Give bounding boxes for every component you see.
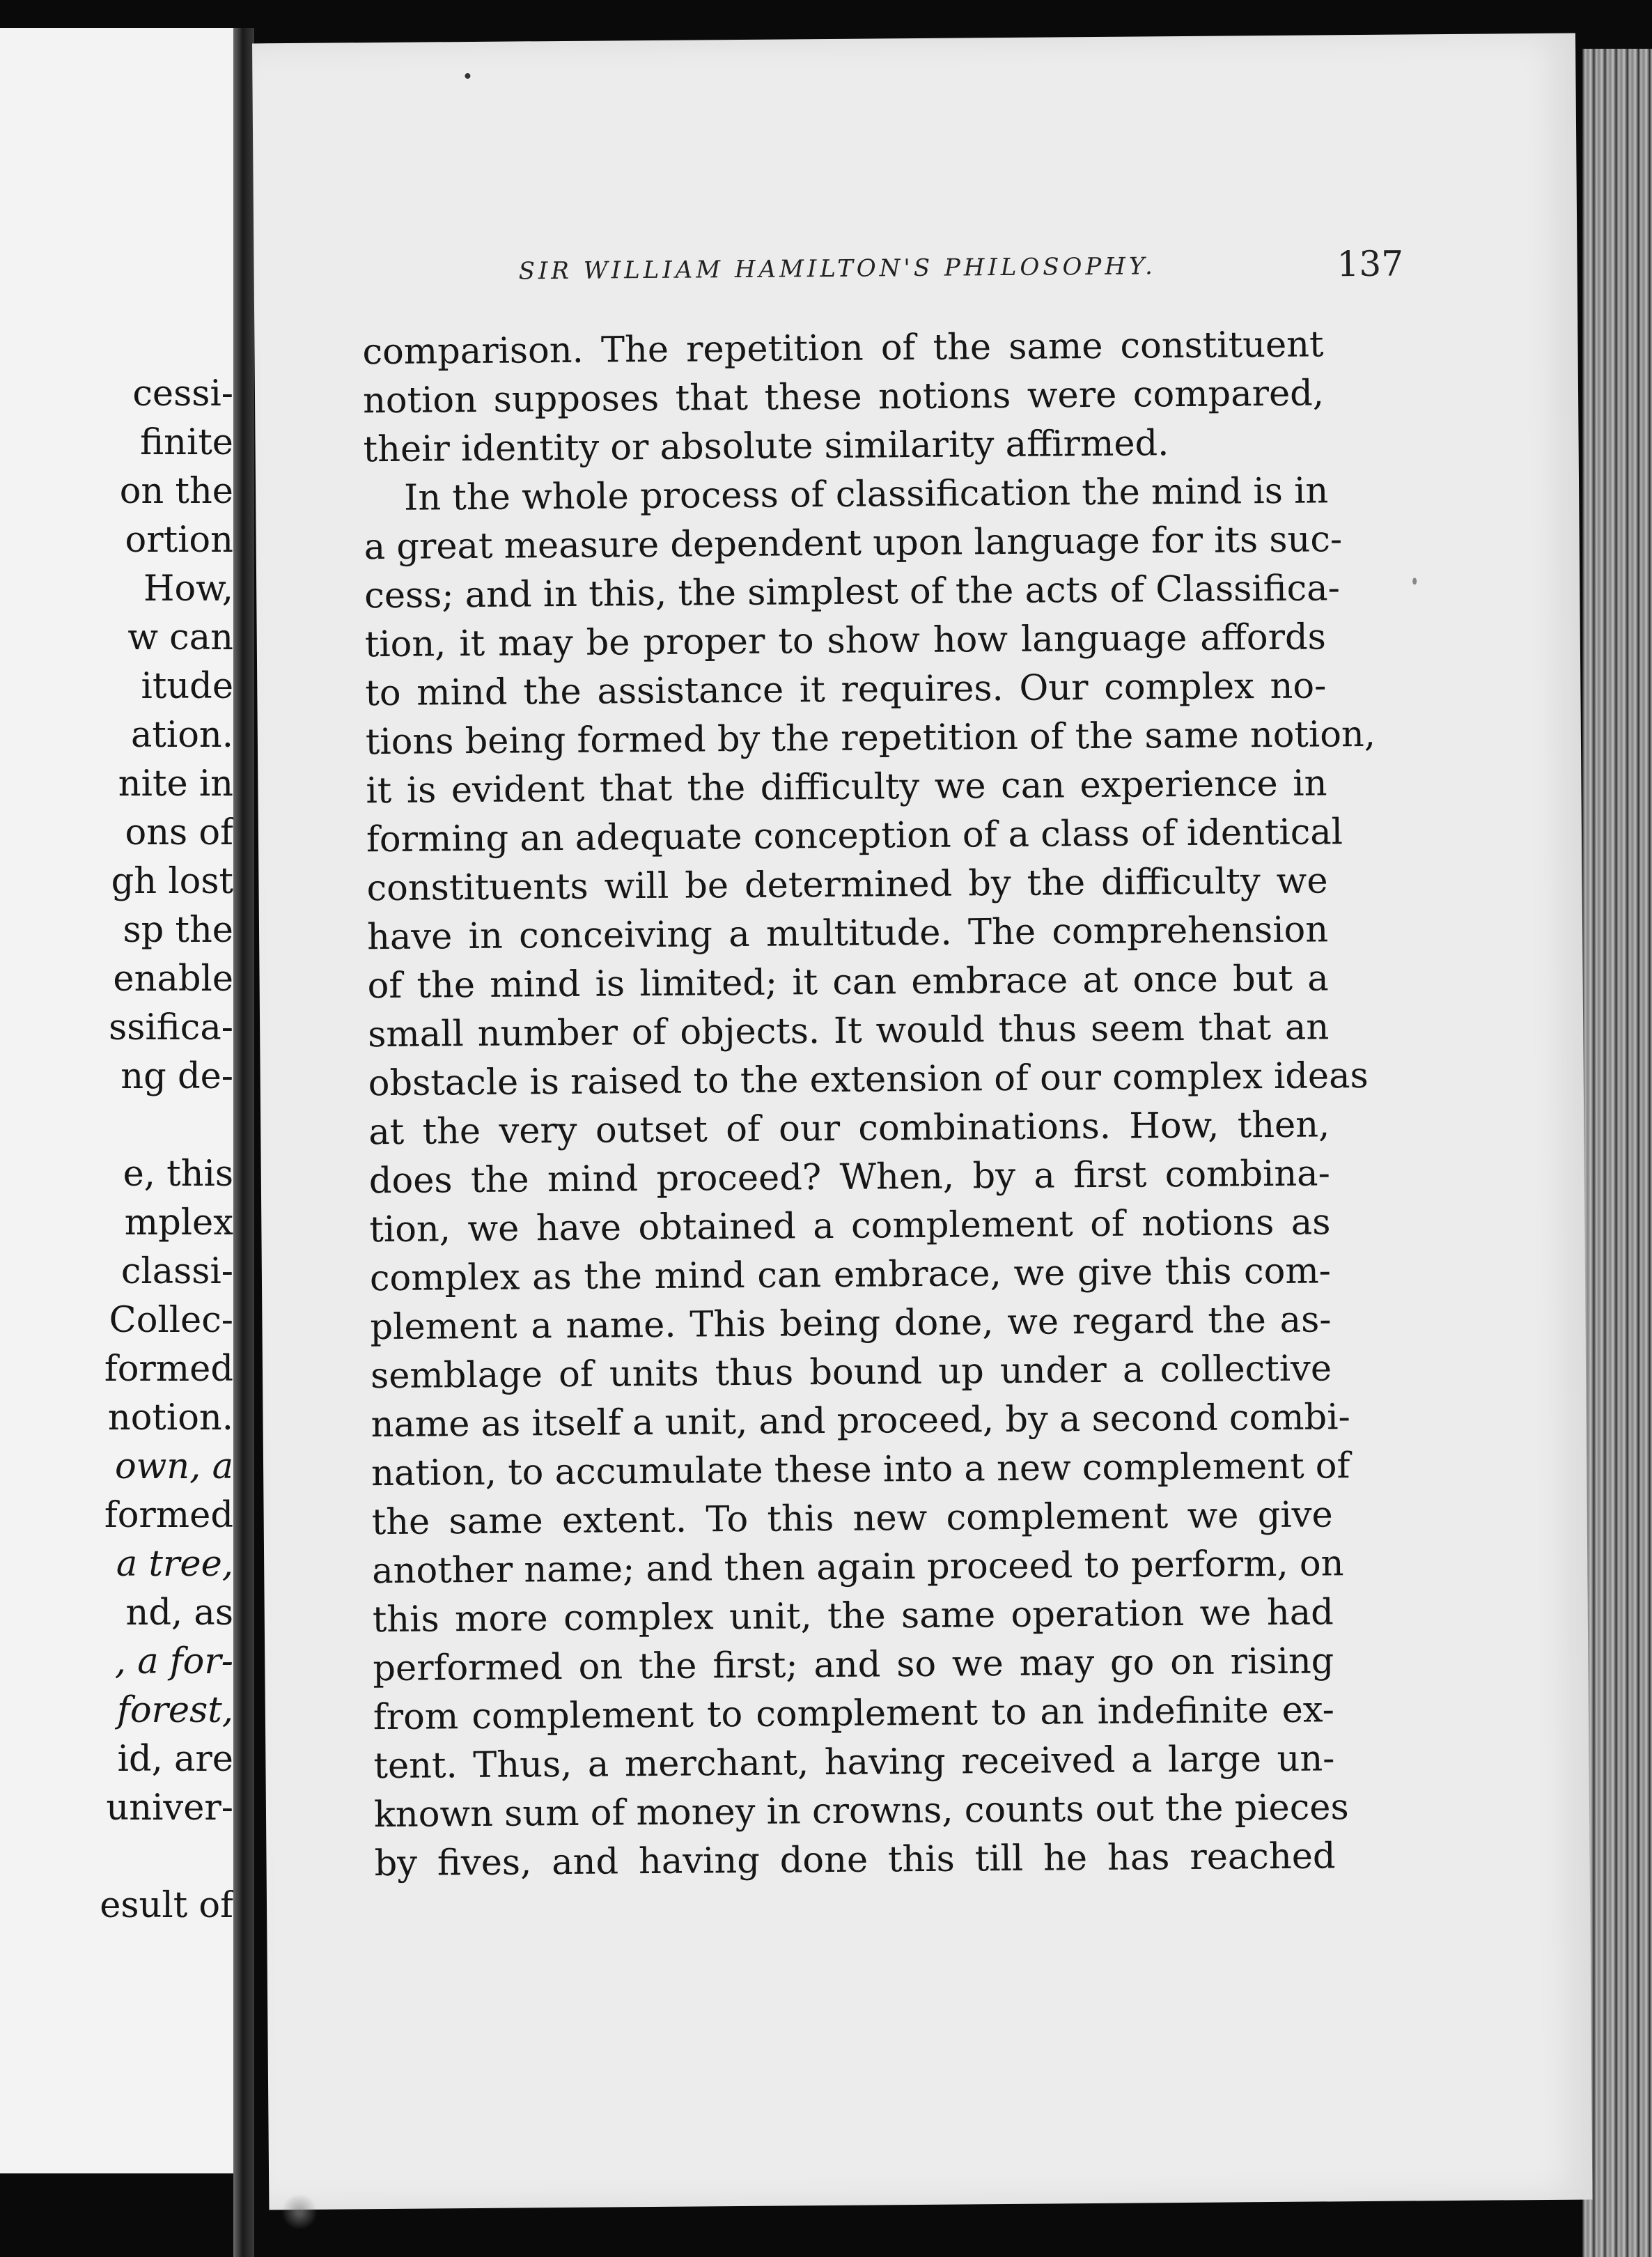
text-line: this more complex unit, the same operation we had — [372, 1592, 1334, 1641]
text-line: semblage of units thus bound up under a collective — [370, 1348, 1332, 1397]
text-line: tions being formed by the repetition of the same notion, — [365, 713, 1376, 763]
library-stamp-mark — [275, 2194, 324, 2229]
left-page-line: nite in — [118, 763, 233, 805]
text-line: a great measure dependent upon language for its suc- — [364, 519, 1343, 568]
left-page-line: mplex — [124, 1202, 233, 1243]
left-page-line: ng de- — [120, 1056, 233, 1097]
left-page-line: w can — [127, 617, 233, 658]
page-number: 137 — [1337, 243, 1404, 285]
ink-speck — [1412, 577, 1417, 584]
left-page-line: ortion — [125, 520, 233, 561]
text-line: small number of objects. It would thus seem that an — [367, 1007, 1330, 1056]
left-page-line: on the — [119, 471, 233, 512]
left-page-line: itude — [141, 666, 233, 707]
left-page-line: nd, as — [125, 1592, 233, 1634]
text-line: it is evident that the difficulty we can experience in — [366, 763, 1327, 812]
text-line: constituents will be determined by the difficulty we — [366, 860, 1328, 910]
left-page-line: gh lost — [111, 861, 233, 902]
left-page-line: notion. — [107, 1397, 233, 1438]
text-line: have in conceiving a multitude. The comprehension — [366, 909, 1329, 959]
text-line: the same extent. To this new complement we give — [371, 1494, 1333, 1544]
text-line: another name; and then again proceed to perform, on — [372, 1543, 1344, 1592]
ink-speck — [465, 73, 470, 79]
left-page-line: esult of — [100, 1885, 233, 1926]
text-line: obstacle is raised to the extension of our complex ideas — [368, 1055, 1369, 1105]
text-line: tion, we have obtained a complement of notions as — [369, 1202, 1331, 1251]
text-line: forming an adequate conception of a class of identical — [366, 812, 1343, 861]
left-page-line: , a for- — [114, 1641, 233, 1682]
text-line: nation, to accumulate these into a new complement of — [371, 1445, 1350, 1495]
left-page-line: ons of — [125, 812, 233, 853]
left-page-line: cessi- — [132, 373, 233, 414]
text-line: does the mind proceed? When, by a first combina- — [368, 1153, 1331, 1202]
left-page-line: classi- — [120, 1251, 233, 1292]
text-line: known sum of money in crowns, counts out the pieces — [373, 1787, 1349, 1836]
text-line: complex as the mind can embrace, we give this com- — [369, 1250, 1332, 1300]
text-line: comparison. The repetition of the same constituent — [362, 324, 1324, 373]
left-page-line: finite — [140, 422, 233, 463]
left-page-line: enable — [113, 959, 233, 1000]
text-line: to mind the assistance it requires. Our complex no- — [365, 665, 1327, 715]
text-line: In the whole process of classification the mind is in — [403, 470, 1329, 519]
page-edges-stack — [1582, 49, 1652, 2257]
text-line: at the very outset of our combinations. How, then, — [368, 1104, 1330, 1154]
left-page-line: own, a — [114, 1446, 233, 1487]
text-line: by fives, and having done this till he has reached — [374, 1836, 1336, 1885]
left-page-line: Collec- — [109, 1300, 233, 1341]
left-page-line: formed — [104, 1495, 233, 1536]
text-line: notion supposes that these notions were compared, — [362, 373, 1325, 422]
running-head: SIR WILLIAM HAMILTON'S PHILOSOPHY. — [518, 252, 1156, 286]
text-line: name as itself a unit, and proceed, by a second combi- — [371, 1397, 1350, 1446]
left-facing-page — [0, 28, 233, 2173]
book-gutter — [233, 28, 254, 2257]
text-line: plement a name. This being done, we regard the as- — [370, 1299, 1332, 1349]
body-text — [362, 320, 1376, 1888]
text-line: performed on the first; and so we may go on rising — [373, 1641, 1334, 1690]
left-page-line: forest, — [116, 1690, 233, 1731]
text-line: of the mind is limited; it can embrace at once but a — [367, 958, 1329, 1007]
left-page-line: sp the — [123, 910, 233, 951]
left-page-line: ation. — [131, 715, 233, 756]
left-page-line: e, this — [123, 1154, 233, 1195]
left-page-line: id, are — [117, 1739, 233, 1780]
text-line: their identity or absolute similarity affirmed. — [363, 423, 1169, 471]
text-line: from complement to complement to an indefinite ex- — [373, 1689, 1335, 1739]
left-page-line: How, — [143, 568, 233, 610]
text-line: tion, it may be proper to show how language affords — [364, 616, 1327, 666]
left-page-line: ssifica- — [109, 1007, 233, 1048]
text-line: tent. Thus, a merchant, having received a large un- — [373, 1738, 1335, 1787]
left-page-line: a tree, — [116, 1544, 233, 1585]
text-line: cess; and in this, the simplest of the acts of Classifica- — [364, 568, 1341, 617]
left-page-line: formed — [104, 1349, 233, 1390]
left-page-line: univer- — [106, 1787, 233, 1829]
right-page — [252, 33, 1592, 2210]
